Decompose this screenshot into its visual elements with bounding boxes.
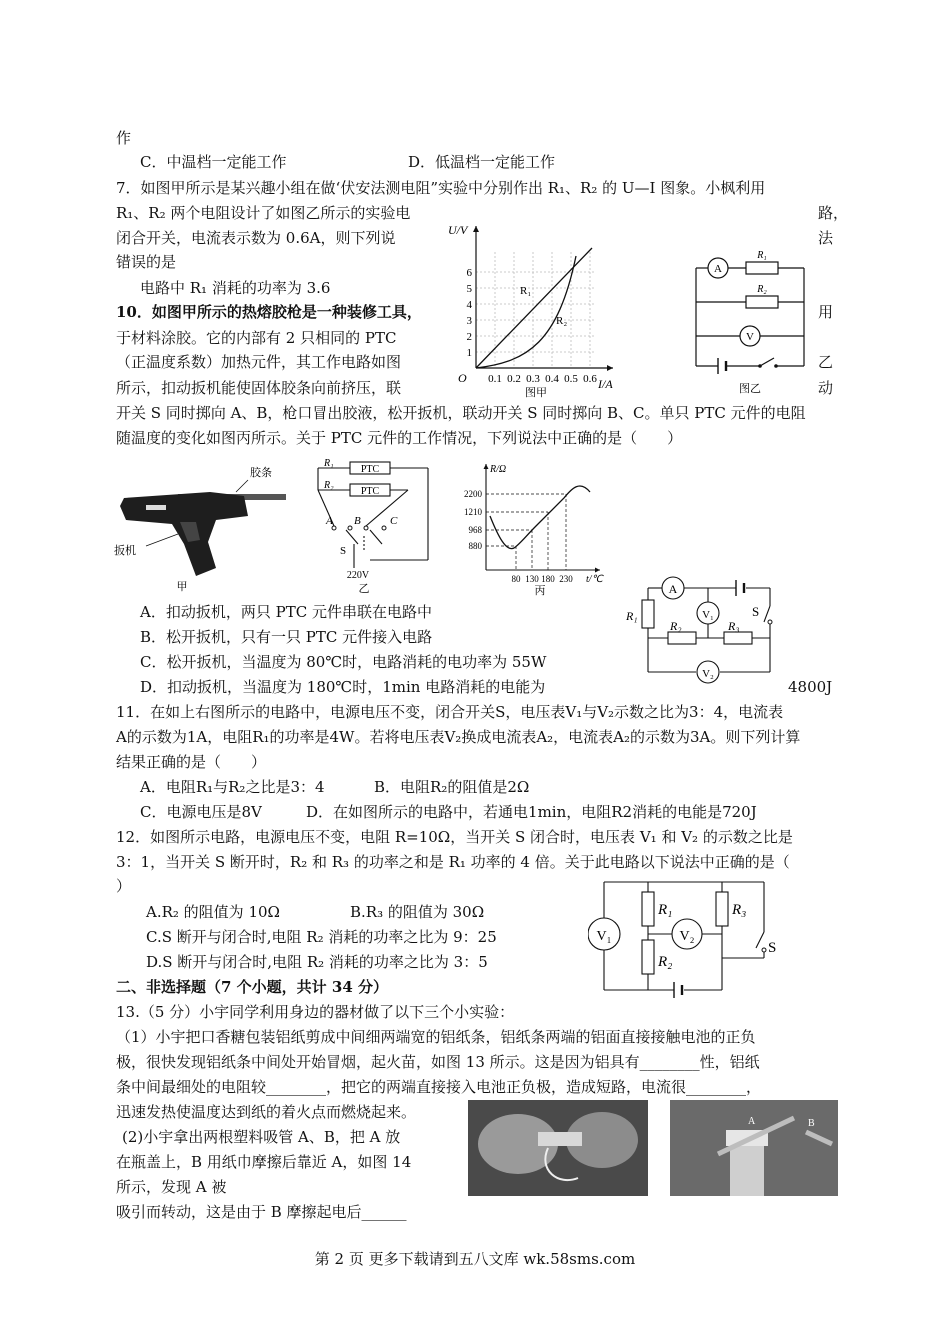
line: （1）小宇把口香糖包装铝纸剪成中间细两端宽的铝纸条，铝纸条两端的铝面直接接触电池的正负 <box>116 1028 756 1046</box>
circuit-yi-figure <box>682 238 820 398</box>
line: （正温度系数）加热元件，其工作电路如图 <box>116 353 402 371</box>
ptc-label: PTC <box>360 464 380 475</box>
line: 于材料涂胶。它的内部有 2 只相同的 PTC <box>116 329 397 347</box>
line: 开关 S 同时掷向 A、B，枪口冒出胶液，松开扳机，联动开关 S 同时掷向 B、C。单只 PTC 元件的电阻 <box>116 404 806 422</box>
x-tick: 230 <box>559 574 573 584</box>
y-tick: 968 <box>468 525 482 535</box>
r2-label: R₂ <box>757 284 767 295</box>
question-12: 12．如图所示电路，电源电压不变，电阻 R=10Ω，当开关 S 闭合时，电压表 V₁ 和 V₂ 的示数之比是 <box>116 828 793 846</box>
ui-graph-figure <box>448 212 628 398</box>
ammeter-symbol: A <box>714 263 722 275</box>
figure-caption: 乙 <box>358 583 370 595</box>
section-heading: 二、非选择题（7 个小题，共计 34 分） <box>116 978 388 996</box>
option-a: A．扣动扳机，两只 PTC 元件串联在电路中 <box>140 603 432 621</box>
question-11: 11．在如上右图所示的电路中，电源电压不变，闭合开关S，电压表V₁与V₂示数之比为3：4，电流表 <box>116 703 784 721</box>
option-b: B．电阻R₂的阻值是2Ω <box>374 778 530 796</box>
line: (2)小宇拿出两根塑料吸管 A、B，把 A 放 <box>122 1128 401 1146</box>
circuit-q12-figure <box>588 876 784 1000</box>
option-a: A.R₂ 的阻值为 10Ω <box>146 903 280 921</box>
line: 迅速发热使温度达到纸的着火点而燃烧起来。 <box>116 1103 417 1121</box>
r2-curve <box>476 256 576 368</box>
line: 极，很快发现铝纸条中间处开始冒烟，起火苗，如图 13 所示。这是因为铝具有________性，铝纸 <box>116 1053 760 1071</box>
x-axis-label: t/℃ <box>586 574 603 585</box>
y-tick: 4 <box>466 299 472 311</box>
option-b: B．松开扳机，只有一只 PTC 元件接入电路 <box>140 628 433 646</box>
gun-body <box>120 492 248 576</box>
x-tick: 80 <box>511 574 521 584</box>
voltmeter-symbol: V <box>746 331 754 343</box>
option-d: D．低温档一定能工作 <box>408 153 556 171</box>
line: A的示数为1A，电阻R₁的功率是4W。若将电压表V₂换成电流表A₂，电流表A₂的示数为3A。则下列计算 <box>116 728 801 746</box>
r-t-curve <box>490 486 590 549</box>
line: ） <box>116 877 132 895</box>
figure-caption: 甲 <box>176 581 188 593</box>
ammeter-symbol: A <box>668 582 678 596</box>
trigger-label: 扳机 <box>114 545 136 557</box>
foil-experiment-photo <box>468 1100 648 1196</box>
line: 所示，扣动扳机能使固体胶条向前挤压，联 <box>116 379 402 397</box>
x-tick: 180 <box>541 574 555 584</box>
line: 法 <box>818 229 834 247</box>
voltage-label: 220V <box>346 570 370 581</box>
r1-label: R₁ <box>757 250 767 261</box>
straw-b-label: B <box>808 1118 815 1129</box>
y-tick: 2 <box>466 331 472 343</box>
y-tick: 3 <box>466 315 472 327</box>
glue-gun-figure <box>112 458 292 594</box>
straw-experiment-photo <box>670 1100 838 1196</box>
ptc-circuit-figure <box>304 456 440 596</box>
option-d: D．在如图所示的电路中，若通电1min，电阻R2消耗的电能是720J <box>306 803 757 821</box>
line: 所示，发现 A 被 <box>116 1178 227 1196</box>
line: 路， <box>818 204 849 222</box>
r2-label: R₂ <box>556 315 568 327</box>
r1-label: R₁ <box>658 902 673 918</box>
line: R₁、R₂ 两个电阻设计了如图乙所示的实验电 <box>116 204 411 222</box>
line: 动 <box>818 379 834 397</box>
option-d: D．扣动扳机，当温度为 180℃时，1min 电路消耗的电能为 <box>140 678 546 696</box>
straw-a-label: A <box>748 1116 756 1127</box>
x-tick: 0.2 <box>507 373 521 385</box>
a-label: A <box>326 515 333 527</box>
circuit-q11-figure <box>624 572 784 690</box>
x-tick: 130 <box>525 574 539 584</box>
line: 乙 <box>818 353 834 371</box>
line: 吸引而转动，这是由于 B 摩擦起电后______ <box>116 1203 407 1221</box>
x-tick: 0.6 <box>583 373 597 385</box>
line: 条中间最细处的电阻较________，把它的两端直接接入电池正负极，造成短路，电流很________， <box>116 1078 762 1096</box>
line: 结果正确的是（ ） <box>116 753 267 771</box>
r3-label: R₃ <box>728 619 740 633</box>
switch-label: S <box>340 545 347 557</box>
r2-label: R₂ <box>658 954 673 970</box>
question-13: 13.（5 分）小宇同学利用身边的器材做了以下三个小实验： <box>116 1003 515 1021</box>
c-label: C <box>390 515 398 527</box>
ptc-label: PTC <box>360 486 380 497</box>
line: 4800J <box>788 678 833 696</box>
r2-label: R₂ <box>324 480 334 491</box>
line: 用 <box>818 303 834 321</box>
option-a: A．电阻R₁与R₂之比是3：4 <box>140 778 325 796</box>
voltmeter-v2-symbol: V₂ <box>679 929 695 944</box>
voltmeter-v2-symbol: V₂ <box>702 668 714 680</box>
line: 错误的是 <box>116 253 177 271</box>
question-7: 7．如图甲所示是某兴趣小组在做‘伏安法测电阻”实验中分别作出 R₁、R₂ 的 U—I 图象。小枫利用 <box>116 179 766 197</box>
r1-label: R₁ <box>626 609 638 623</box>
y-tick: 880 <box>468 541 482 551</box>
glue-strip-label: 胶条 <box>250 467 272 479</box>
r1-label: R₁ <box>324 458 334 469</box>
question-10: 10．如图甲所示的热熔胶枪是一种装修工具， <box>116 303 422 321</box>
r3-label: R₃ <box>732 902 747 918</box>
y-axis-label: R/Ω <box>490 464 507 475</box>
x-tick: 0.4 <box>545 373 559 385</box>
origin-label: O <box>458 371 467 385</box>
r1-line <box>476 248 592 368</box>
option-c: C.S 断开与闭合时,电阻 R₂ 消耗的功率之比为 9：25 <box>146 928 497 946</box>
y-tick: 2200 <box>464 489 482 499</box>
x-tick: 0.3 <box>526 373 540 385</box>
line: 闭合开关，电流表示数为 0.6A，则下列说 <box>116 229 396 247</box>
line: 随温度的变化如图丙所示。关于 PTC 元件的工作情况，下列说法中正确的是（ ） <box>116 429 683 447</box>
y-axis-label: U/V <box>448 223 468 237</box>
r1-label: R₁ <box>520 285 532 297</box>
r2-label: R₂ <box>670 619 682 633</box>
page-footer: 第 2 页 更多下载请到五八文库 wk.58sms.com <box>314 1250 636 1268</box>
y-tick: 5 <box>466 283 472 295</box>
y-tick: 1210 <box>464 507 482 517</box>
line: 在瓶盖上，B 用纸巾摩擦后靠近 A，如图 14 <box>116 1153 412 1171</box>
b-label: B <box>354 515 361 527</box>
x-tick: 0.5 <box>564 373 578 385</box>
figure-caption: 图甲 <box>525 387 547 398</box>
x-tick: 0.1 <box>488 373 502 385</box>
ptc-graph-figure <box>446 458 606 596</box>
line: 作 <box>116 129 132 147</box>
y-tick: 1 <box>466 347 472 359</box>
switch-label: S <box>768 940 777 956</box>
line: 电路中 R₁ 消耗的功率为 3.6 <box>140 279 331 297</box>
voltmeter-v1-symbol: V₁ <box>702 609 714 621</box>
line: 3：1，当开关 S 断开时，R₂ 和 R₃ 的功率之和是 R₁ 功率的 4 倍。关于此电路以下说法中正确的是（ <box>116 853 790 871</box>
x-axis-label: I/A <box>598 377 613 391</box>
figure-caption: 丙 <box>534 585 546 596</box>
voltmeter-v1-symbol: V₁ <box>596 929 612 944</box>
option-c: C．松开扳机，当温度为 80℃时，电路消耗的电功率为 55W <box>140 653 547 671</box>
y-tick: 6 <box>466 267 472 279</box>
option-d: D.S 断开与闭合时,电阻 R₂ 消耗的功率之比为 3：5 <box>146 953 488 971</box>
switch-label: S <box>752 604 760 619</box>
option-b: B.R₃ 的阻值为 30Ω <box>350 903 485 921</box>
option-c: C．中温档一定能工作 <box>140 153 287 171</box>
figure-caption: 图乙 <box>739 383 761 395</box>
option-c: C．电源电压是8V <box>140 803 262 821</box>
